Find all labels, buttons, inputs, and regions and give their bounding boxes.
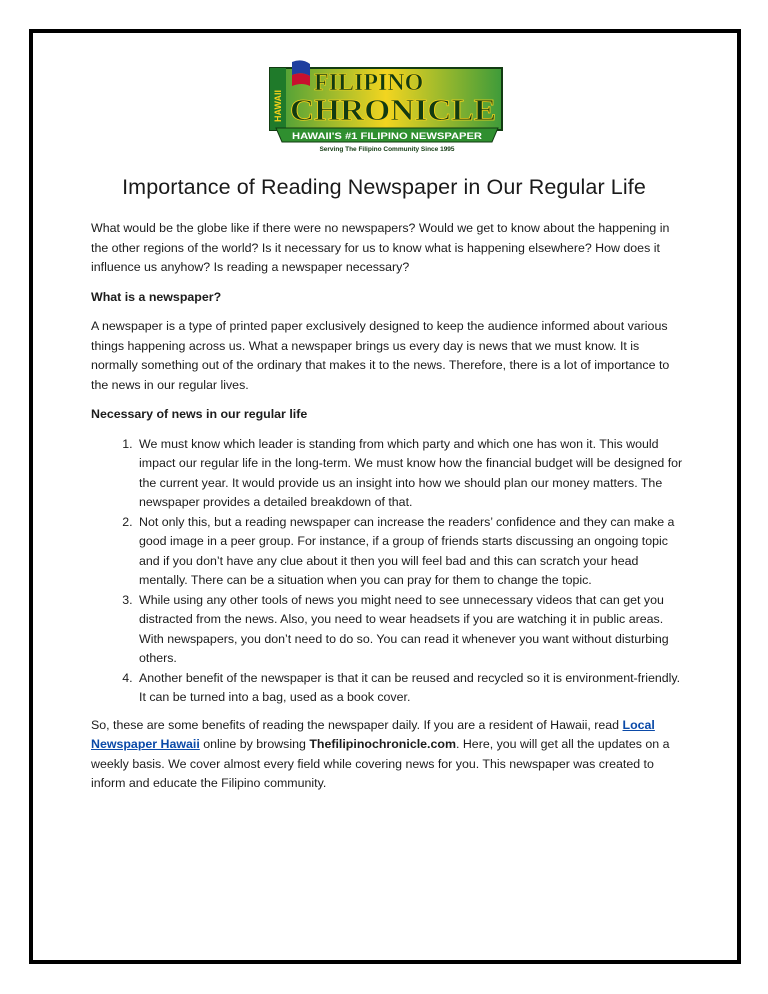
document-title: Importance of Reading Newspaper in Our Regular Life: [122, 175, 646, 199]
closing-text-start: So, these are some benefits of reading the newspaper daily. If you are a resident of Hawaii, read: [91, 717, 623, 732]
benefits-list: [91, 435, 683, 708]
intro-paragraph: What would be the globe like if there were no newspapers? Would we get to know about the happening in the other regions of the world? Is it necessary for us to know what is happening elsewhere? How does it influence us anyhow? Is reading a newspaper necessary?: [91, 221, 670, 274]
section-heading-necessity: Necessary of news in our regular life: [91, 407, 308, 421]
closing-text-middle: online by browsing: [199, 737, 310, 751]
logo-top-word: FILIPINO: [314, 70, 424, 96]
closing-paragraph: [91, 716, 683, 794]
logo-side-text: HAWAII: [273, 89, 283, 122]
logo-tagline: Serving The Filipino Community Since 1995: [319, 146, 455, 153]
local-newspaper-link[interactable]: Local Newspaper Hawaii: [91, 717, 655, 751]
section-paragraph-what-is: A newspaper is a type of printed paper exclusively designed to keep the audience informed about various things happening across us. What a newspaper brings us every day is news that we must know. It is normally something out of the ordinary that makes it to the news. Therefore, there is a lot of importance to the news in our regular lives.: [91, 319, 670, 392]
logo-banner-text: HAWAII'S #1 FILIPINO NEWSPAPER: [292, 131, 483, 141]
logo-main-word: CHRONICLE: [290, 92, 496, 127]
closing-text-end: . Here, you will get all the updates on a weekly basis. We cover almost every field while covering news for you. This newspaper was created to inform and educate the Filipino community.: [91, 737, 670, 790]
list-item: 1. We must know which leader is standing from which party and which one has won it. This would impact our regular life in the long-term. We must know how the financial budget will be designed for the current year. It would provide us an insight into how we should plan our money matters. The newspaper provides a detailed breakdown of that.: [136, 435, 683, 513]
list-item: 4. Another benefit of the newspaper is that it can be reused and recycled so it is environment-friendly. It can be turned into a bag, used as a book cover.: [136, 669, 683, 708]
document-body: [91, 219, 683, 804]
filipino-chronicle-logo: [262, 56, 512, 156]
list-item: 2. Not only this, but a reading newspaper can increase the readers’ confidence and they can make a good image in a peer group. For instance, if a group of friends starts discussing an ongoing topic and if you don’t have any clue about it then you will feel bad and this can scratch your head mentally. There can be a situation when you can pray for them to change the topic.: [136, 513, 683, 591]
list-item: 3. While using any other tools of news you might need to see unnecessary videos that can get you distracted from the news. Also, you need to wear headsets if you are watching it in public areas. With newspapers, you don’t need to do so. You can read it whenever you want without disturbing others.: [136, 591, 683, 669]
section-heading-what-is: What is a newspaper?: [91, 289, 222, 304]
site-name: Thefilipinochronicle.com: [309, 737, 456, 751]
